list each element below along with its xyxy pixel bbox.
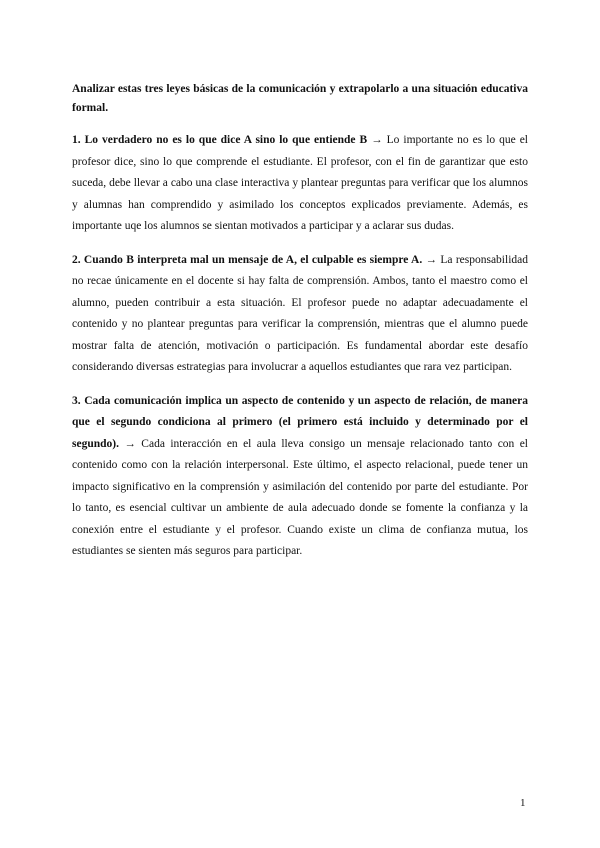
section-3-body: Cada interacción en el aula lleva consigo un mensaje relacionado tanto con el contenido como con la relación interpersonal. Este último, el aspecto relacional, puede tener un impacto significativo en la comprensión y asimilación del contenido por parte del estudiante. Por lo tanto, es esencial cultivar un ambiente de aula adecuado donde se fomente la confianza y la conexión entre el estudiante y el profesor. Cuando existe un clima de confianza mutua, los estudiantes se sienten más seguros para participar. <box>72 437 528 557</box>
section-1-arrow: → <box>367 134 387 146</box>
section-1 <box>72 130 528 238</box>
document-heading: Analizar estas tres leyes básicas de la comunicación y extrapolarlo a una situación educativa formal. <box>72 83 528 114</box>
document-page <box>72 80 528 575</box>
section-3-title: 3. Cada comunicación implica un aspecto de contenido y un aspecto de relación, de manera que el segundo condiciona al primero (el primero está incluido y determinado por el segundo). <box>72 394 528 450</box>
section-1-body: Lo importante no es lo que el profesor dice, sino lo que comprende el estudiante. El profesor, con el fin de garantizar que esto suceda, debe llevar a cabo una clase interactiva y plantear preguntas para verificar que los alumnos y alumnas han comprendido y asimilado los conceptos explicados previamente. Además, es importante uqe los alumnos se sientan motivados a participar y a aclarar sus dudas. <box>72 134 528 232</box>
page-number: 1 <box>520 797 526 809</box>
section-2 <box>72 250 528 379</box>
section-2-body: La responsabilidad no recae únicamente en el docente si hay falta de comprensión. Ambos, tanto el maestro como el alumno, pueden contribuir a esta situación. El profesor puede no adaptar adecuadamente el contenido y no plantear preguntas para verificar la comprensión, mientras que el alumno puede mostrar falta de atención, motivación o participación. Es fundamental abordar este desafío considerando diversas estrategias para involucrar a aquellos estudiantes que rara vez participan. <box>72 253 528 373</box>
section-2-title: 2. Cuando B interpreta mal un mensaje de A, el culpable es siempre A. <box>72 253 423 266</box>
section-3-arrow: → <box>118 437 142 450</box>
section-1-title: 1. Lo verdadero no es lo que dice A sino lo que entiende B <box>72 134 368 146</box>
section-3 <box>72 391 528 563</box>
section-2-arrow: → <box>422 253 441 266</box>
